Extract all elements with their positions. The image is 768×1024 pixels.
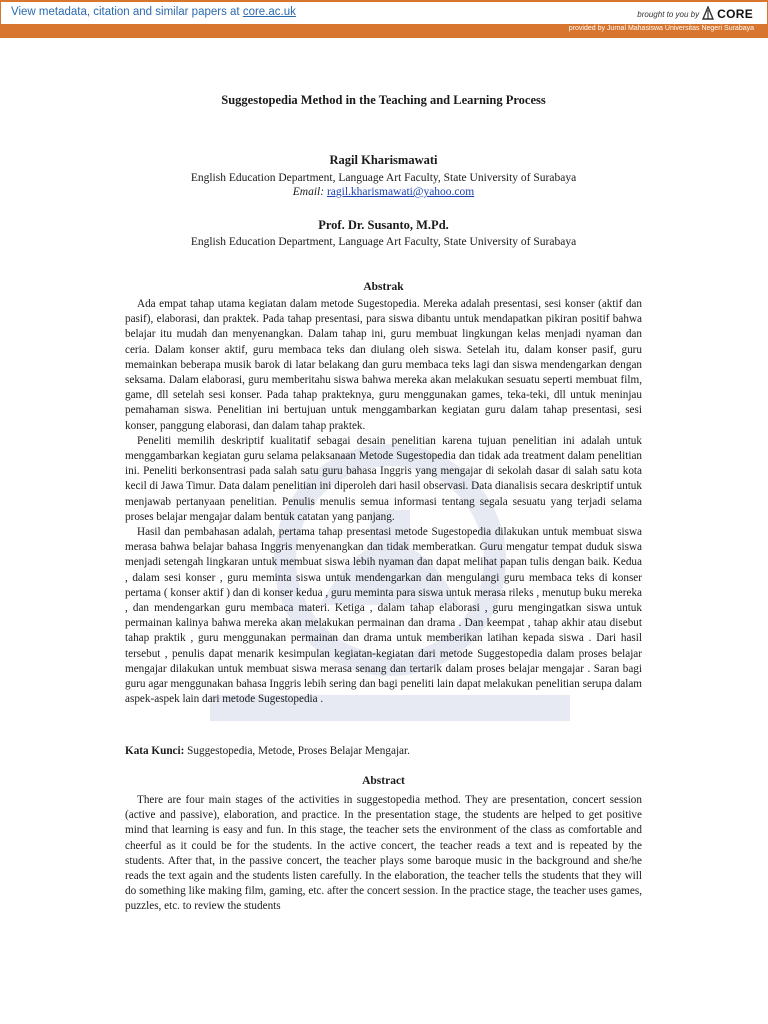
abstrak-heading: Abstrak [363,281,404,293]
core-logo-text: CORE [717,7,753,21]
email-label: Email: [292,186,327,198]
provided-by-text: provided by Jurnal Mahasiswa Universitas Negeri Surabaya [568,25,754,32]
abstract-heading: Abstract [362,775,405,787]
keywords-line [125,745,642,757]
abstrak-body [125,297,642,707]
author-name-2: Prof. Dr. Susanto, M.Pd. [318,218,449,232]
abstract-body [125,793,642,915]
paper-title: Suggestopedia Method in the Teaching and Learning Process [221,93,546,107]
author-affiliation-1: English Education Department, Language Art Faculty, State University of Surabaya [190,172,577,184]
keywords-label: Kata Kunci: [125,745,185,757]
core-ac-uk-link[interactable]: core.ac.uk [242,6,296,18]
core-link-prefix: View metadata, citation and similar papers at [11,6,243,18]
author-email-link[interactable]: ragil.kharismawati@yahoo.com [326,186,475,198]
core-metadata-link[interactable] [11,6,296,18]
core-logo-icon [702,6,714,22]
author-email-line [125,186,642,198]
core-banner-provider-strip [0,24,768,38]
abstrak-paragraph: Hasil dan pembahasan adalah, pertama tahap presentasi metode Sugestopedia dilakukan untuk membuat siswa merasa bahwa belajar bahasa Inggris menyenangkan dan tidak memberatkan. Guru mengatur tempat duduk siswa menjadi setengah lingkaran untuk membuat siswa lebih nyaman dan dapat melihat papan tulis dengan baik. Kedua , dalam sesi konser , guru meminta siswa untuk mendengarkan dan mengulangi guru membaca teks di konser pertama ( konser aktif ) dan di konser kedua , guru meminta para siswa untuk merasa rileks , menutup buku mereka , dan mendengarkan guru membaca materi. Ketiga , dalam tahap elaborasi , guru mengingatkan siswa untuk permainan kalinya bahwa mereka akan melakukan permainan dan drama . Dan keempat , tahap akhir atau disebut tahap praktik , guru menggunakan permainan dan drama untuk memberikan latihan kepada siswa . Dari hasil tersebut , penulis dapat menarik kesimpulan kegiatan-kegiatan dari metode Suggestopedia dalam proses belajar mengajar dilakukan untuk membuat siswa merasa senang dan tertarik dalam proses belajar mengajar . Saran bagi guru agar menggunakan bahasa Inggris lebih sering dan bagi peneliti lain dapat melakukan penelitian serupa dalam aspek-aspek lain dari metode Sugestopedia . [125,526,642,706]
core-brand[interactable] [637,6,753,22]
abstrak-paragraph: Ada empat tahap utama kegiatan dalam metode Sugestopedia. Mereka adalah presentasi, sesi konser (aktif dan pasif), elaborasi, dan praktek. Pada tahap presentasi, para siswa dibantu untuk mendapatkan pikiran positif bahwa belajar itu mudah dan menyenangkan. Dalam tahap ini, guru membuat lingkungan kelas menjadi nyaman dan ceria. Dalam konser aktif, guru membaca teks dan diulang oleh siswa. Setelah itu, dalam konser pasif, guru memainkan beberapa musik barok di latar belakang dan guru membaca teks lagi dan siswa mendengarkan dengan seksama. Dalam elaborasi, guru memberitahu siswa bahwa mereka akan melakukan sesuatu seperti membuat film, game, dll setelah sesi konser. Pada tahap prakteknya, guru menggunakan games, teka-teki, dll untuk meninjau pemahaman siswa. Penelitian ini bertujuan untuk menggambarkan kegiatan guru dalam tahap presentasi, sesi konser, panggung elaborasi, dan dalam tahap praktek. [125,298,642,432]
keywords-text: Suggestopedia, Metode, Proses Belajar Mengajar. [184,745,410,757]
author-name-1: Ragil Kharismawati [329,153,438,167]
brought-by-text: brought to you by [637,9,700,19]
abstrak-paragraph: Peneliti memilih deskriptif kualitatif sebagai desain penelitian karena tujuan penelitian ini adalah untuk menggambarkan kegiatan guru selama pelaksanaan Metode Sugestopedia dan tidak ada treatment dalam penelitian ini. Peneliti berkonsentrasi pada salah satu guru bahasa Inggris yang mengajar di sekolah dasar di salah satu kota kecil di Jawa Timur. Data dalam penelitian ini diperoleh dari hasil observasi. Data dianalisis secara deskriptif untuk menjawab pertanyaan penelitian. Penulis menulis semua informasi tentang segala sesuatu yang terjadi selama proses belajar mengajar dalam bentuk catatan yang panjang. [125,434,642,523]
author-affiliation-2: English Education Department, Language Art Faculty, State University of Surabaya [190,236,577,248]
core-banner [0,0,768,36]
core-banner-top [0,2,768,24]
abstract-paragraph: There are four main stages of the activities in suggestopedia method. They are presentation, concert session (active and passive), elaboration, and practice. In the presentation stage, the students are helped to get positive mind that learning is easy and fun. In this stage, the teacher sets the environment of the class as comfortable and cheerful as it could be for the students. In the active concert, the teacher reads a text and is repeated by the students. After that, in the passive concert, the teacher plays some baroque music in the background and she/he reads the text again and the students listen carefully. In the elaboration, the teacher tells the students that they will do something like making film, gaming, etc. after the concert session. In the practice stage, the teacher uses games, puzzles, etc. to review the students [125,794,642,913]
